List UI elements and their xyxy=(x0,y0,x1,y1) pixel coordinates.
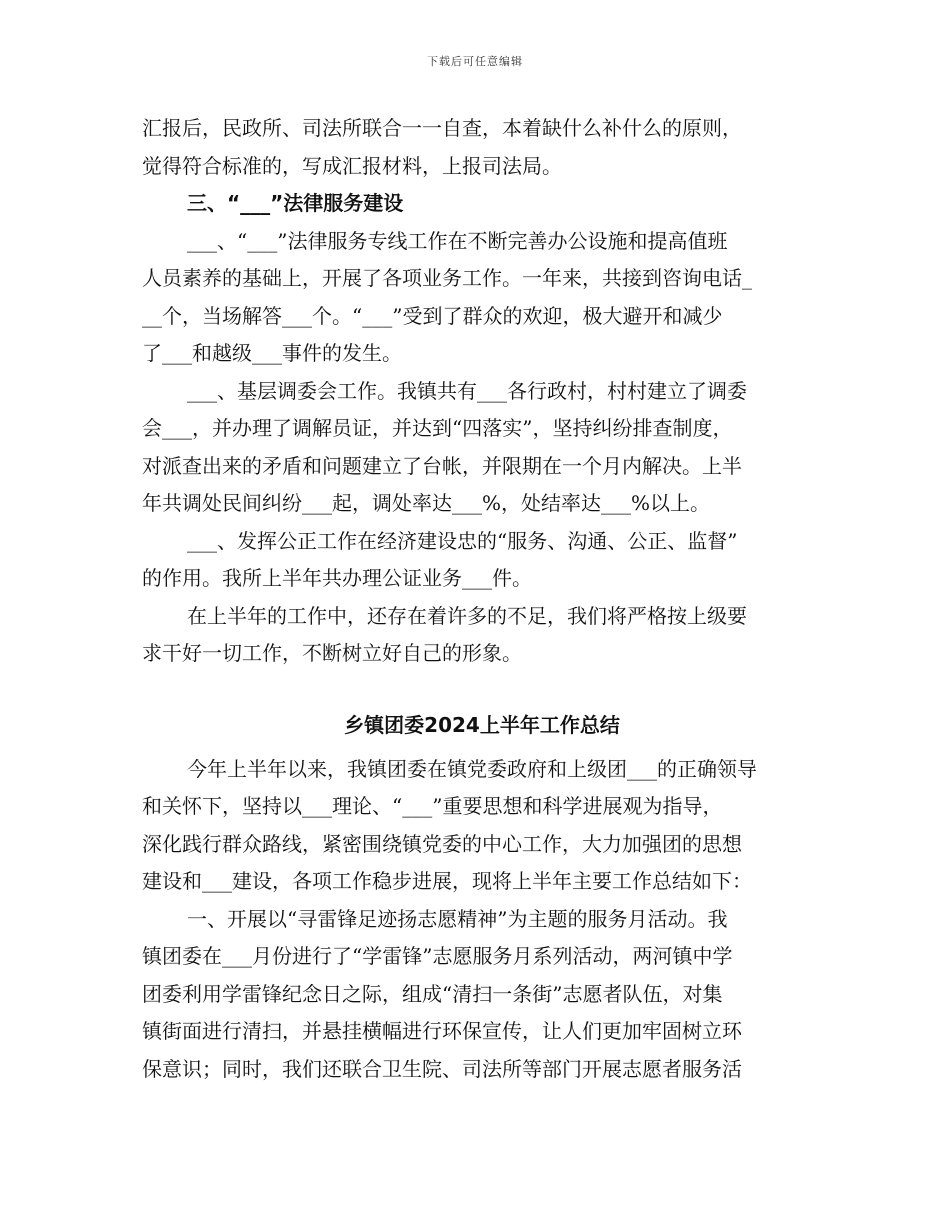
report-title: 乡镇团委2024上半年工作总结 xyxy=(344,712,620,737)
paragraph-line: 汇报后，民政所、司法所联合一一自查，本着缺什么补什么的原则， xyxy=(142,116,742,140)
paragraph-line: 保意识；同时，我们还联合卫生院、司法所等部门开展志愿者服务活 xyxy=(142,1056,742,1081)
paragraph-line: 镇团委在___月份进行了“学雷锋”志愿服务月系列活动，两河镇中学 xyxy=(142,944,733,968)
paragraph-line: 会___，并办理了调解员证，并达到“四落实”，坚持纠纷排查制度， xyxy=(142,416,733,440)
paragraph-line: 团委利用学雷锋纪念日之际，组成“清扫一条街”志愿者队伍，对集 xyxy=(142,981,723,1006)
page-header-note: 下载后可任意编辑 xyxy=(427,55,523,68)
paragraph-line: 年共调处民间纠纷___起，调处率达___%，处结率达___%以上。 xyxy=(142,491,711,515)
paragraph-line: 在上半年的工作中，还存在着许多的不足，我们将严格按上级要 xyxy=(187,603,747,628)
paragraph-line: ___、基层调委会工作。我镇共有___各行政村，村村建立了调委 xyxy=(187,378,747,403)
section-heading: 三、“___”法律服务建设 xyxy=(187,191,404,215)
paragraph-line: 对派查出来的矛盾和问题建立了台帐，并限期在一个月内解决。上半 xyxy=(142,453,742,478)
paragraph-line: 深化践行群众路线，紧密围绕镇党委的中心工作，大力加强团的思想 xyxy=(142,831,742,856)
paragraph-line: 一、开展以“寻雷锋足迹扬志愿精神”为主题的服务月活动。我 xyxy=(187,906,728,931)
paragraph-line: 今年上半年以来，我镇团委在镇党委政府和上级团___的正确领导 xyxy=(187,756,757,781)
paragraph-line: 了___和越级___事件的发生。 xyxy=(142,341,402,365)
paragraph-line: 的作用。我所上半年共办理公证业务___件。 xyxy=(142,566,532,590)
paragraph-line: 人员素养的基础上，开展了各项业务工作。一年来，共接到咨询电话_ xyxy=(142,266,752,290)
document-body xyxy=(142,110,822,1088)
paragraph-line: ___、发挥公正工作在经济建设忠的“服务、沟通、公正、监督” xyxy=(187,528,738,553)
paragraph-line: 和关怀下，坚持以___理论、“___”重要思想和科学进展观为指导， xyxy=(142,794,723,818)
paragraph-line: __个，当场解答___个。“___”受到了群众的欢迎，极大避开和减少 xyxy=(142,303,723,328)
paragraph-line: 觉得符合标准的，写成汇报材料，上报司法局。 xyxy=(142,153,562,178)
paragraph-line: 求干好一切工作，不断树立好自己的形象。 xyxy=(142,641,522,665)
paragraph-line: 建设和___建设，各项工作稳步进展，现将上半年主要工作总结如下： xyxy=(142,869,752,893)
paragraph-line: 镇街面进行清扫，并悬挂横幅进行环保宣传，让人们更加牢固树立环 xyxy=(142,1019,742,1043)
paragraph-line: ___、“___”法律服务专线工作在不断完善办公设施和提高值班 xyxy=(187,228,728,253)
